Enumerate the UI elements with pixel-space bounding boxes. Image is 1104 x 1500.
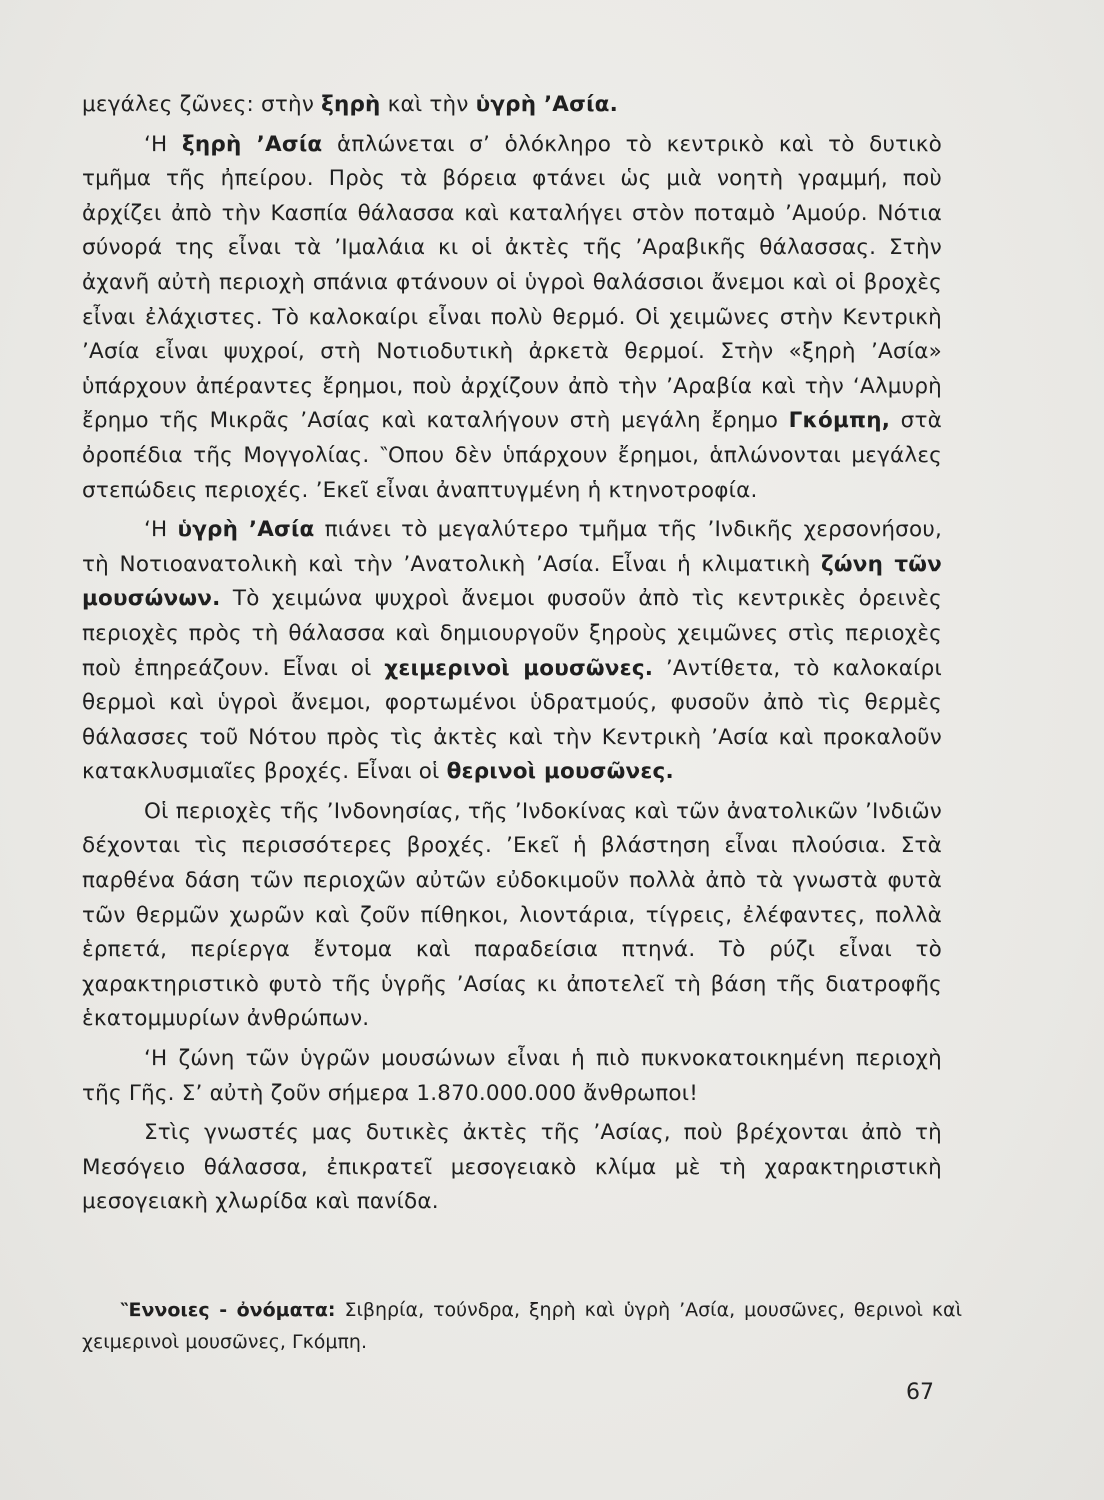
text-run: ‘Η [144, 517, 178, 543]
text-run: στὰ ὀροπέδια τῆς Μογγολίας. ‶Οπου δὲν ὑπάρχουν ἔρημοι, ἁπλώνονται μεγάλες στεπώδεις περιοχές. ’Εκεῖ εἶναι ἀναπτυγμένη ἡ κτηνοτροφία. [82, 408, 942, 503]
text-run: καὶ τὴν [380, 92, 476, 117]
concepts-label: ‶Εννοιες - ὀνόματα: [120, 1299, 336, 1321]
body-text [82, 88, 942, 1220]
text-run: μεγάλες ζῶνες: στὴν [82, 92, 322, 117]
page-number: 67 [906, 1380, 934, 1405]
text-run: ‘Η [144, 131, 182, 157]
paragraph [82, 795, 942, 1037]
text-run: Οἱ περιοχὲς τῆς ’Ινδονησίας, τῆς ’Ινδοκίνας καὶ τῶν ἀνατολικῶν ’Ινδιῶν δέχονται τὶς περισσότερες βροχές. ’Εκεῖ ἡ βλάστηση εἶναι πλούσια. Στὰ παρθένα δάση τῶν περιοχῶν αὐτῶν εὐδοκιμοῦν πολλὰ ἀπὸ τὰ γνωστὰ φυτὰ τῶν θερμῶν χωρῶν καὶ ζοῦν πίθηκοι, λιοντάρια, τίγρεις, ἐλέφαντες, πολλὰ ἑρπετά, περίεργα ἔντομα καὶ παραδείσια πτηνά. Τὸ ρύζι εἶναι τὸ χαρακτηριστικὸ φυτὸ τῆς ὑγρῆς ’Ασίας κι ἀποτελεῖ τὴ βάση τῆς διατροφῆς ἑκατομμυρίων ἀνθρώπων. [82, 798, 942, 1032]
bold-term: χειμερινοὶ μουσῶνες. [384, 655, 654, 681]
text-run: Στὶς γνωστές μας δυτικὲς ἀκτὲς τῆς ’Ασίας, ποὺ βρέχονται ἀπὸ τὴ Μεσόγειο θάλασσα, ἐπικρατεῖ μεσογειακὸ κλίμα μὲ τὴ χαρακτηριστικὴ μεσογειακὴ χλωρίδα καὶ πανίδα. [82, 1120, 942, 1215]
bold-term: ὑγρὴ ’Ασία [177, 517, 315, 543]
text-run: ἁπλώνεται σ’ ὁλόκληρο τὸ κεντρικὸ καὶ τὸ δυτικὸ τμῆμα τῆς ἠπείρου. Πρὸς τὰ βόρεια φτάνει ὡς μιὰ νοητὴ γραμμή, ποὺ ἀρχίζει ἀπὸ τὴν Κασπία θάλασσα καὶ καταλήγει στὸν ποταμὸ ’Αμούρ. Νότια σύνορά της εἶναι τὰ ’Ιμαλάια κι οἱ ἀκτὲς τῆς ’Αραβικῆς θάλασσας. Στὴν ἀχανῆ αὐτὴ περιοχὴ σπάνια φτάνουν οἱ ὑγροὶ θαλάσσιοι ἄνεμοι καὶ οἱ βροχὲς εἶναι ἐλάχιστες. Τὸ καλοκαίρι εἶναι πολὺ θερμό. Οἱ χειμῶνες στὴν Κεντρικὴ ’Ασία εἶναι ψυχροί, στὴ Νοτιοδυτικὴ ἀρκετὰ θερμοί. Στὴν «ξηρὴ ’Ασία» ὑπάρχουν ἀπέραντες ἔρημοι, ποὺ ἀρχίζουν ἀπὸ τὴν ’Αραβία καὶ τὴν ‘Αλμυρὴ ἔρημο τῆς Μικρᾶς ’Ασίας καὶ καταλήγουν στὴ μεγάλη ἔρημο [82, 131, 943, 434]
bold-term: ξηρὴ ’Ασία [181, 131, 323, 157]
paragraph [82, 88, 942, 123]
paragraph [82, 128, 942, 509]
paragraph [82, 1042, 942, 1111]
bold-term: Γκόμπη, [788, 408, 891, 434]
text-run: ‘Η ζώνη τῶν ὑγρῶν μουσώνων εἶναι ἡ πιὸ πυκνοκατοικημένη περιοχὴ τῆς Γῆς. Σ’ αὐτὴ ζοῦν σήμερα 1.870.000.000 ἄνθρωποι! [82, 1046, 942, 1106]
bold-term: ξηρὴ [321, 92, 381, 117]
text-run: ’Αντίθετα, τὸ καλοκαίρι θερμοὶ καὶ ὑγροὶ ἄνεμοι, φορτωμένοι ὑδρατμούς, φυσοῦν ἀπὸ τὶς θερμὲς θάλασσες τοῦ Νότου πρὸς τὶς ἀκτὲς καὶ τὴν Κεντρικὴ ’Ασία καὶ προκαλοῦν κατακλυσμιαῖες βροχές. Εἶναι οἱ [82, 655, 942, 785]
text-run: πιάνει τὸ μεγαλύτερο τμῆμα τῆς ’Ινδικῆς χερσονήσου, τὴ Νοτιοανατολικὴ καὶ τὴν ’Ανατολικὴ ’Ασία. Εἶναι ἡ κλιματικὴ [82, 517, 943, 577]
concepts-note [82, 1294, 962, 1358]
bold-term: ζώνη τῶν μουσώνων. [82, 551, 942, 612]
text-run: Τὸ χειμώνα ψυχροὶ ἄνεμοι φυσοῦν ἀπὸ τὶς κεντρικὲς ὀρεινὲς περιοχὲς πρὸς τὴ θάλασσα καὶ δημιουργοῦν ξηροὺς χειμῶνες στὶς περιοχὲς ποὺ ἐπηρεάζουν. Εἶναι οἱ [82, 586, 942, 681]
bold-term: θερινοὶ μουσῶνες. [446, 759, 674, 785]
paragraph [82, 513, 942, 790]
paragraph [82, 1116, 942, 1220]
bold-term: ὑγρὴ ’Ασία. [475, 92, 619, 117]
concepts-text: Σιβηρία, τούνδρα, ξηρὴ καὶ ὑγρὴ ’Ασία, μουσῶνες, θερινοὶ καὶ χειμερινοὶ μουσῶνες, Γκόμπη. [82, 1299, 963, 1353]
